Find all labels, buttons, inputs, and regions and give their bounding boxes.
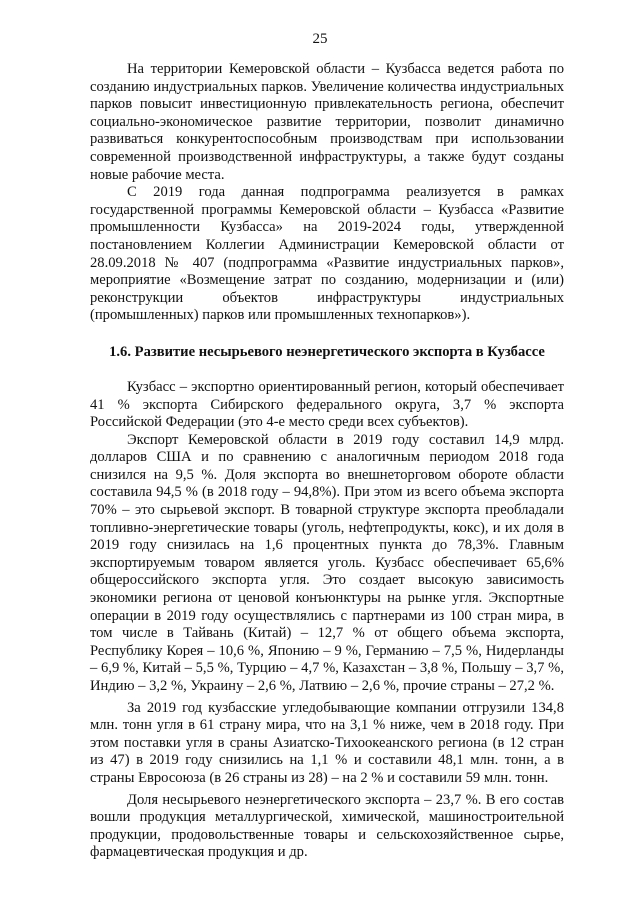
paragraph-export-region: Кузбасс – экспортно ориентированный регион, который обеспечивает 41 % экспорта Сибирского федерального округа, 3,7 % экспорта Российской Федерации (это 4-е место среди всех субъектов). (90, 378, 564, 431)
section-heading: 1.6. Развитие несырьевого неэнергетического экспорта в Кузбассе (109, 343, 545, 360)
page-number: 25 (312, 31, 328, 47)
document-body (90, 61, 564, 862)
paragraph-export-volume: Экспорт Кемеровской области в 2019 году составил 14,9 млрд. долларов США и по сравнению с аналогичным периодом 2018 года снизился на 9,5 %. Доля экспорта во внешнеторговом обороте области составила 94,5 % (в 2018 году – 94,8%). При этом из всего объема экспорта 70% – это сырьевой экспорт. В товарной структуре экспорта преобладали топливно-энергетические товары (уголь, нефтепродукты, кокс), и их доля в 2019 году снизилась на 1,6 процентных пункта до 78,3%. Главным экспортируемым товаром является уголь. Кузбасс обеспечивает 65,6% общероссийского экспорта угля. Это создает высокую зависимость экономики региона от ценовой конъюнктуры на рынке угля. Экспортные операции в 2019 году осуществлялись с партнерами из 100 стран мира, в том числе в Тайвань (Китай) – 12,7 % от общего объема экспорта, Республику Корея – 10,6 %, Японию – 9 %, Германию – 7,5 %, Нидерланды – 6,9 %, Китай – 5,5 %, Турцию – 4,7 %, Казахстан – 3,8 %, Польшу – 3,7 %, Индию – 3,2 %, Украину – 2,6 %, Латвию – 2,6 %, прочие страны – 27,2 %. (90, 431, 564, 694)
paragraph-subprogram: С 2019 года данная подпрограмма реализуется в рамках государственной программы Кемеровской области – Кузбасса «Развитие промышленности Кузбасса» на 2019-2024 годы, утвержденной постановлением Коллегии Администрации Кемеровской области от 28.09.2018 № 407 (подпрограмма «Развитие индустриальных парков», мероприятие «Возмещение затрат по созданию, модернизации и (или) реконструкции объектов инфраструктуры индустриальных (промышленных) парков или промышленных технопарков»). (90, 184, 564, 324)
paragraph-coal-shipments: За 2019 год кузбасские угледобывающие компании отгрузили 134,8 млн. тонн угля в 61 страну мира, что на 3,1 % ниже, чем в 2018 году. При этом поставки угля в сраны Азиатско-Тихоокеанского региона (в 12 стран из 47) в 2019 году снизились на 1,1 % и составили 48,1 млн. тонн, а в страны Евросоюза (в 26 страны из 28) – на 2 % и составили 59 млн. тонн. (90, 699, 564, 786)
paragraph-industrial-parks: На территории Кемеровской области – Кузбасса ведется работа по созданию индустриальных парков. Увеличение количества индустриальных парков повысит инвестиционную привлекательность региона, обеспечит социально-экономическое развитие территории, позволит динамично развиваться конкурентоспособным производствам при использовании современной производственной инфраструктуры, а также будут созданы новые рабочие места. (90, 61, 564, 183)
paragraph-non-resource-share: Доля несырьевого неэнергетического экспорта – 23,7 %. В его состав вошли продукция металлургической, химической, машиностроительной продукции, продовольственные товары и сельскохозяйственное сырье, фармацевтическая продукция и др. (90, 791, 564, 861)
